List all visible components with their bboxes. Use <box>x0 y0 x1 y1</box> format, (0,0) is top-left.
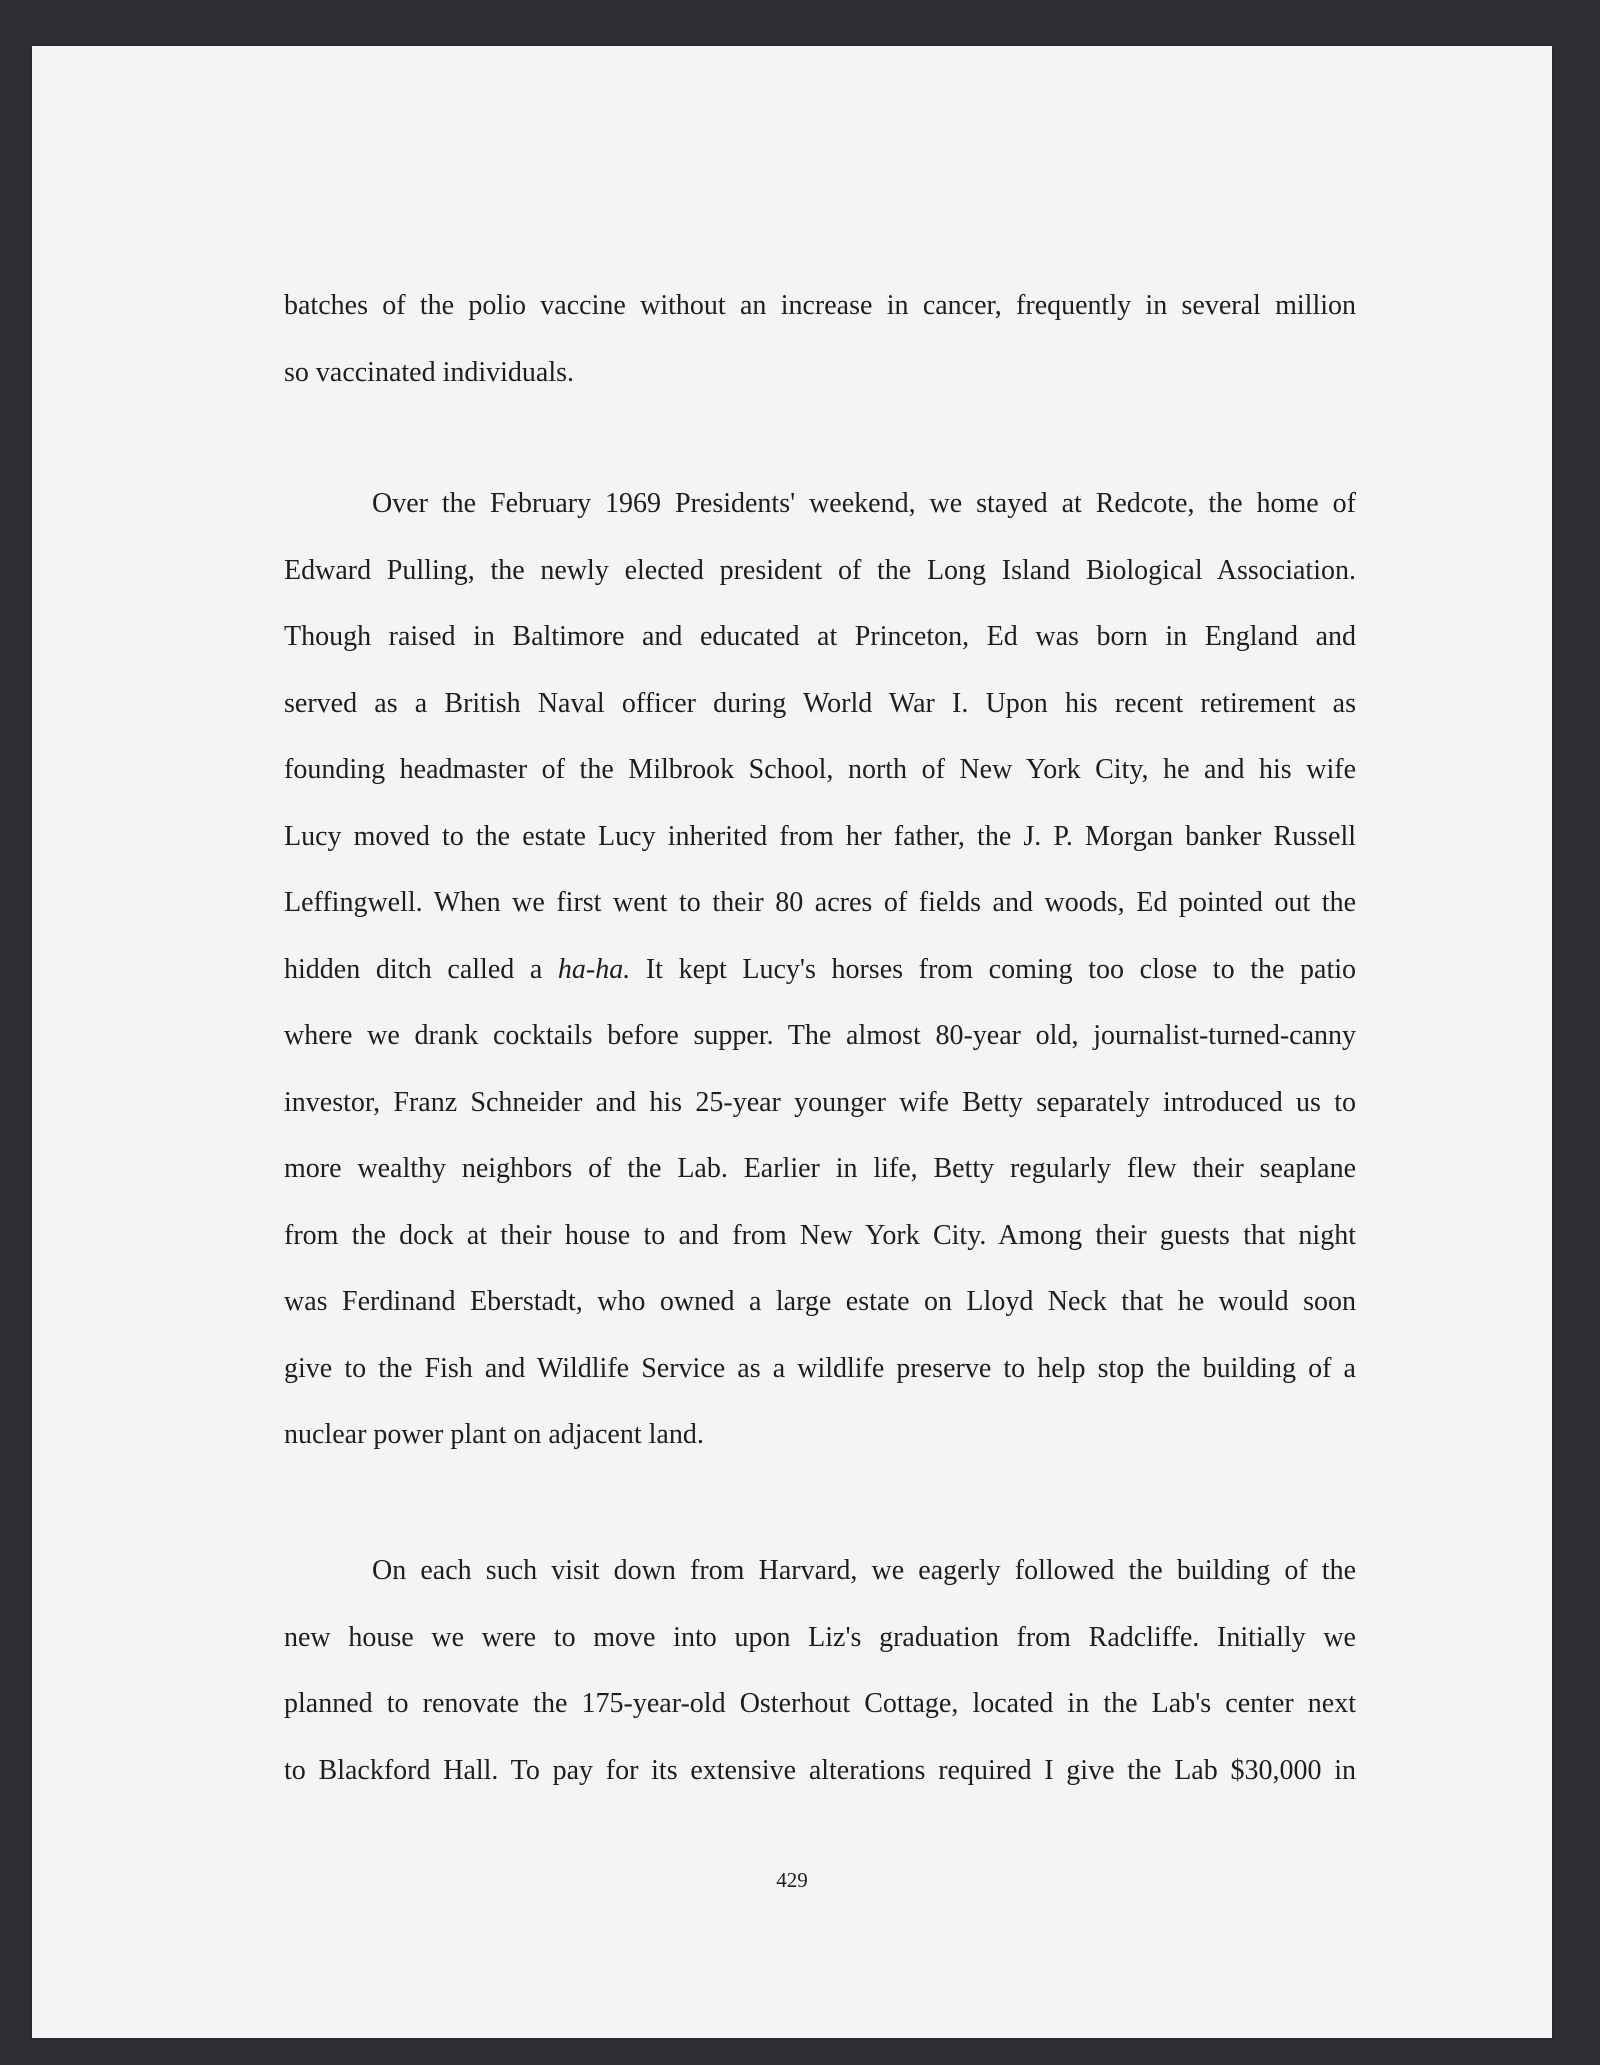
text-run: hidden ditch called a <box>284 953 558 985</box>
paragraph-3 <box>284 1538 1356 1804</box>
text-line: so vaccinated individuals. <box>284 356 575 388</box>
page-number: 429 <box>776 1868 808 1892</box>
text-line: Leffingwell. When we first went to their 80 acres of fields and woods, Ed pointed out the <box>284 887 1356 918</box>
text-line: give to the Fish and Wildlife Service as a wildlife preserve to help stop the building of a <box>284 1352 1356 1384</box>
document-page <box>32 46 1552 2038</box>
text-line: founding headmaster of the Milbrook School, north of New York City, he and his wife <box>284 754 1356 785</box>
italic-term: ha-ha. <box>557 953 631 985</box>
text-line-with-italic <box>284 937 1356 1004</box>
text-line: served as a British Naval officer during World War I. Upon his recent retirement as <box>284 687 1356 719</box>
text-line: Lucy moved to the estate Lucy inherited from her father, the J. P. Morgan banker Russell <box>284 820 1356 852</box>
text-run: It kept Lucy's horses from coming too close to the patio <box>630 953 1357 985</box>
text-line: was Ferdinand Eberstadt, who owned a large estate on Lloyd Neck that he would soon <box>284 1286 1356 1317</box>
text-line: planned to renovate the 175-year-old Osterhout Cottage, located in the Lab's center next <box>284 1688 1356 1719</box>
text-line: Over the February 1969 Presidents' weekend, we stayed at Redcote, the home of <box>372 488 1356 519</box>
paragraph-1 <box>284 273 1356 406</box>
text-line: Though raised in Baltimore and educated at Princeton, Ed was born in England and <box>284 621 1356 652</box>
text-line: from the dock at their house to and from New York City. Among their guests that night <box>284 1219 1356 1251</box>
text-line: Edward Pulling, the newly elected president of the Long Island Biological Association. <box>284 554 1356 586</box>
text-line: investor, Franz Schneider and his 25-year younger wife Betty separately introduced us to <box>284 1086 1356 1118</box>
text-line: where we drank cocktails before supper. The almost 80-year old, journalist-turned-canny <box>284 1020 1356 1051</box>
text-line: batches of the polio vaccine without an increase in cancer, frequently in several million <box>284 290 1356 321</box>
text-line: to Blackford Hall. To pay for its extensive alterations required I give the Lab $30,000 in <box>284 1754 1356 1786</box>
paragraph-2 <box>284 471 1356 1469</box>
text-line: more wealthy neighbors of the Lab. Earlier in life, Betty regularly flew their seaplane <box>284 1153 1356 1184</box>
text-line: new house we were to move into upon Liz's graduation from Radcliffe. Initially we <box>284 1621 1356 1653</box>
text-line: On each such visit down from Harvard, we eagerly followed the building of the <box>372 1555 1356 1586</box>
text-line: nuclear power plant on adjacent land. <box>284 1419 704 1450</box>
